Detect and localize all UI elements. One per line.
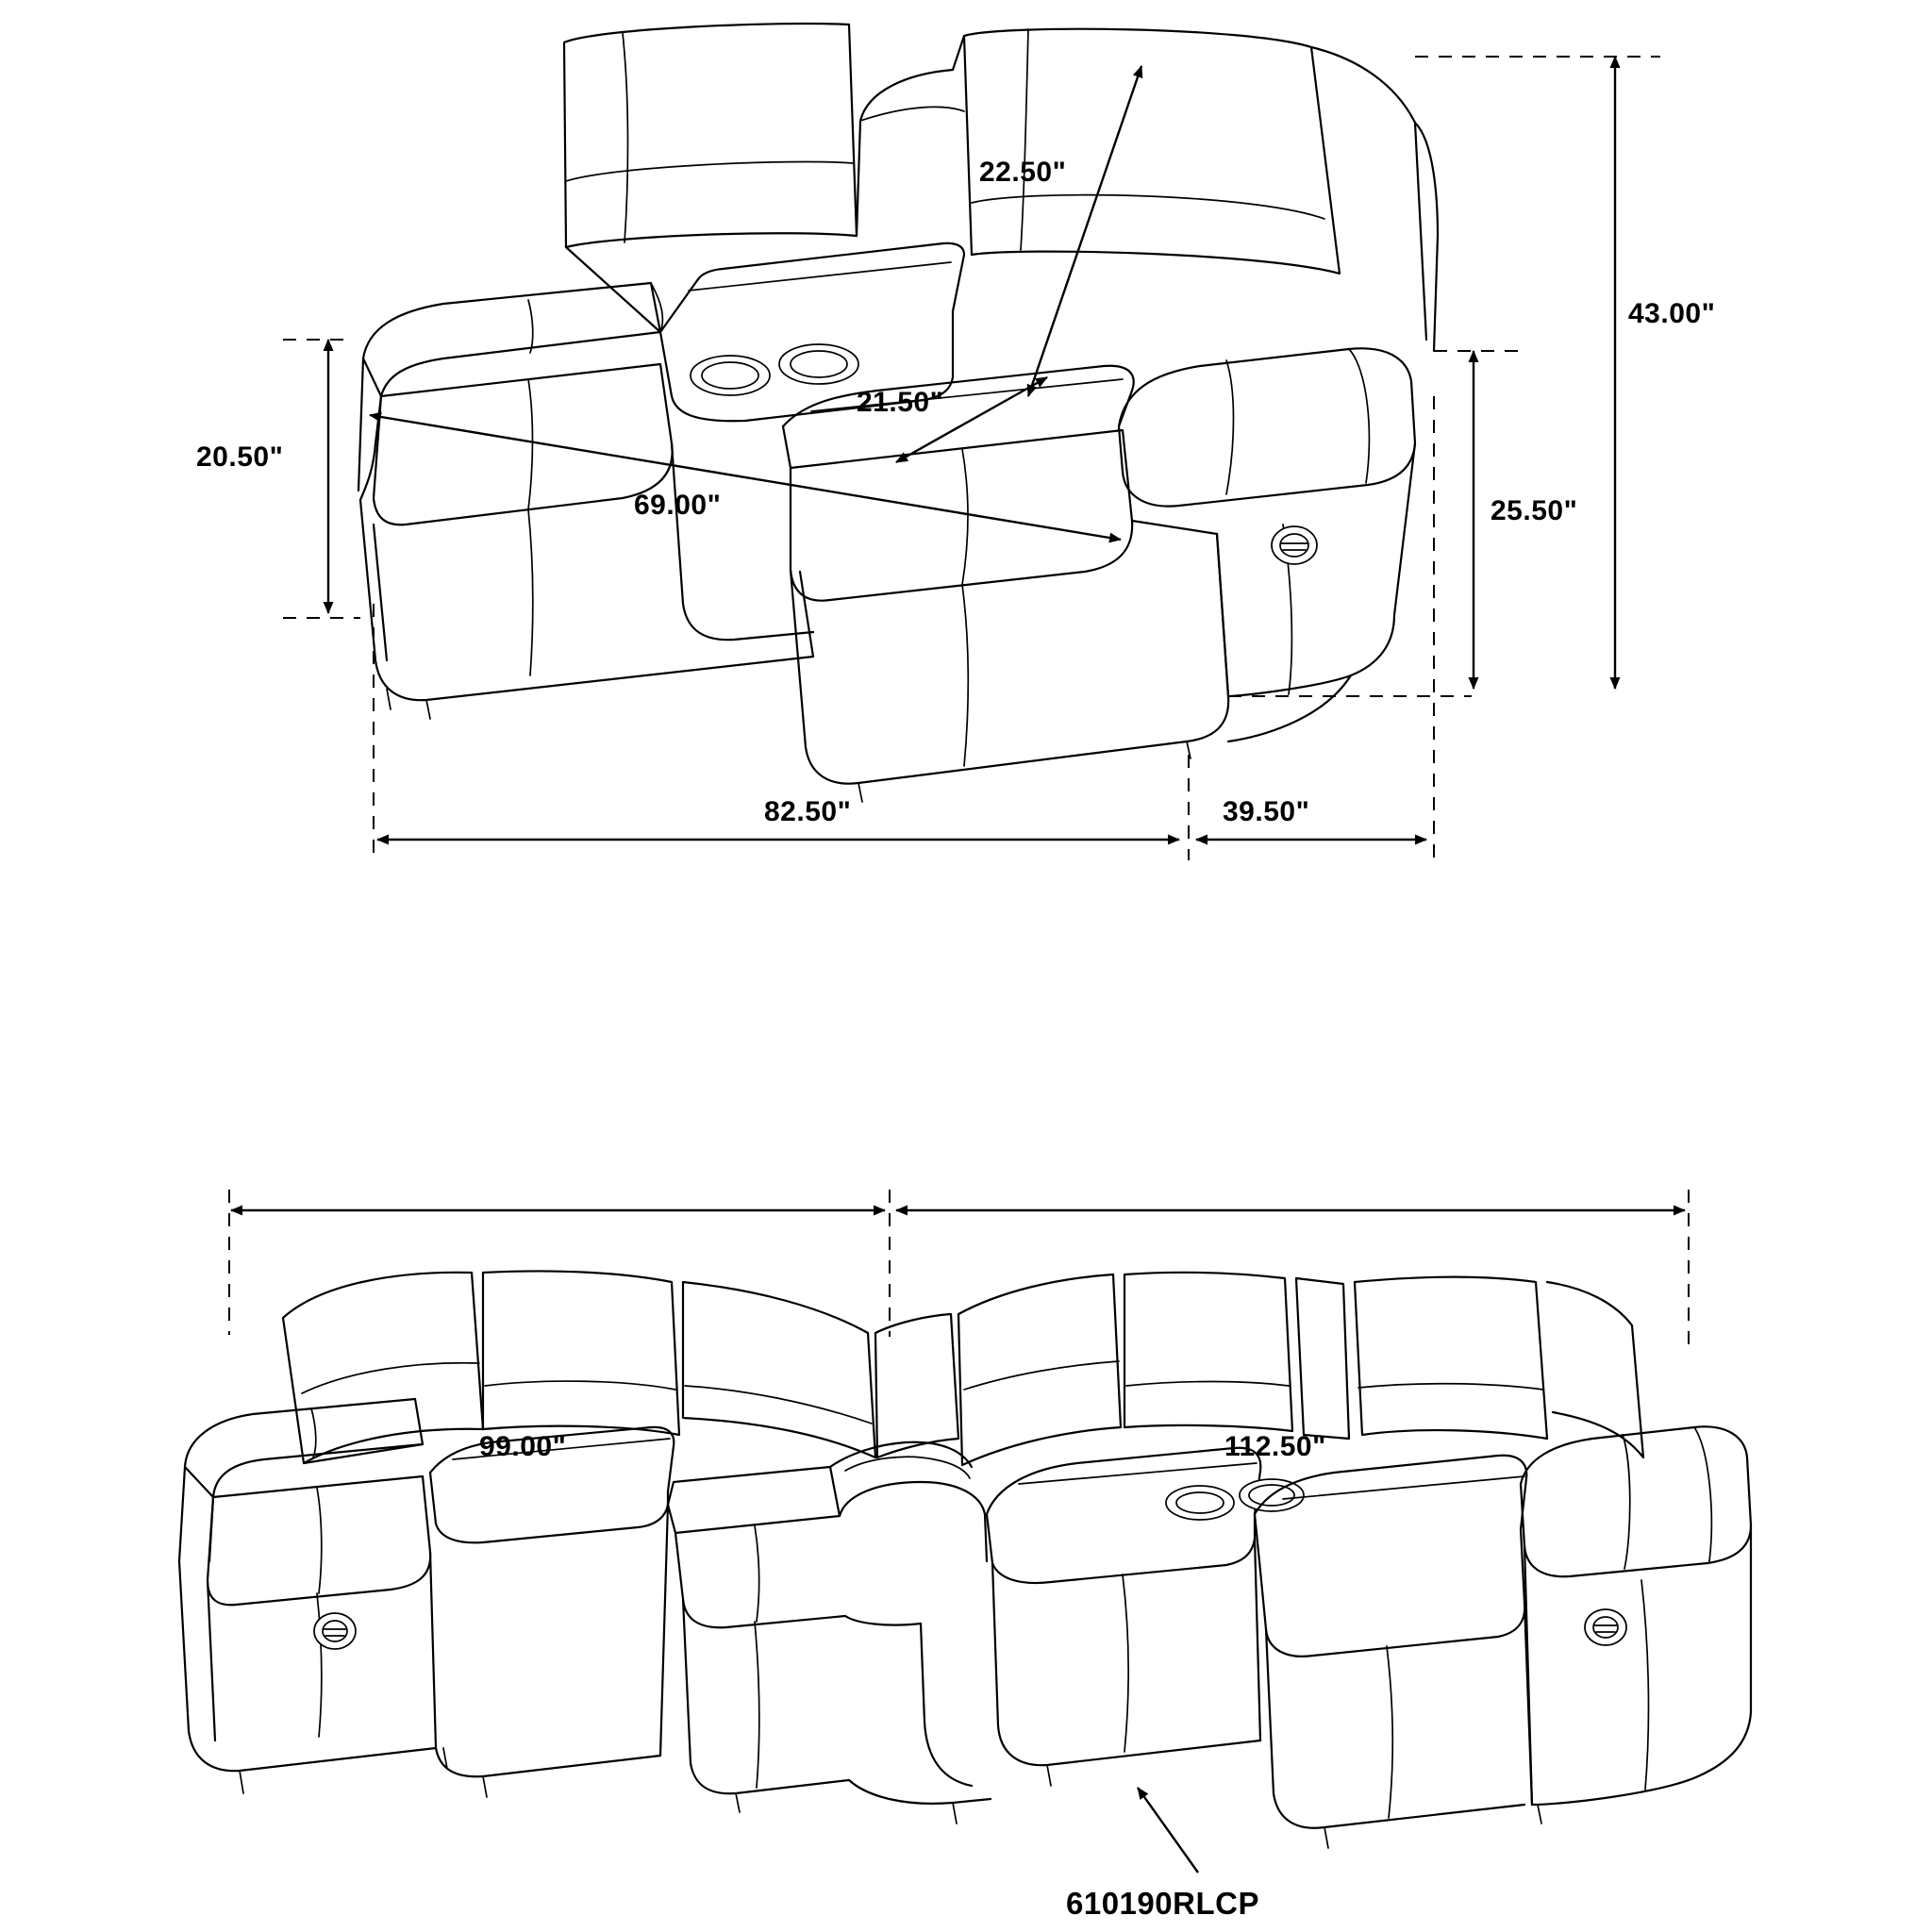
sectional-drawing [0, 1156, 1932, 1929]
model-callout-leader [1138, 1788, 1198, 1873]
power-button-icon-right [1585, 1609, 1626, 1645]
dim-depth-back-to-front: 22.50" [979, 157, 1067, 188]
dim-overall-width: 82.50" [764, 796, 852, 827]
power-button-icon [1272, 526, 1317, 564]
model-number-callout: 610190RLCP [1066, 1886, 1259, 1921]
dim-right-section-width: 112.50" [1224, 1431, 1326, 1462]
extension-lines [283, 57, 1660, 860]
dim-left-section-width: 99.00" [479, 1431, 567, 1462]
dim-seat-depth: 21.50" [857, 387, 944, 418]
dim-seat-arm-height: 20.50" [196, 441, 284, 473]
dim-inside-seating-width: 69.00" [634, 490, 722, 521]
dim-overall-height: 43.00" [1628, 298, 1716, 329]
dim-side-depth: 39.50" [1223, 796, 1310, 827]
dim-seat-height: 25.50" [1491, 495, 1578, 526]
power-button-icon-left [314, 1613, 356, 1649]
loveseat-drawing [0, 0, 1932, 943]
sectional-outline [179, 1271, 1751, 1848]
